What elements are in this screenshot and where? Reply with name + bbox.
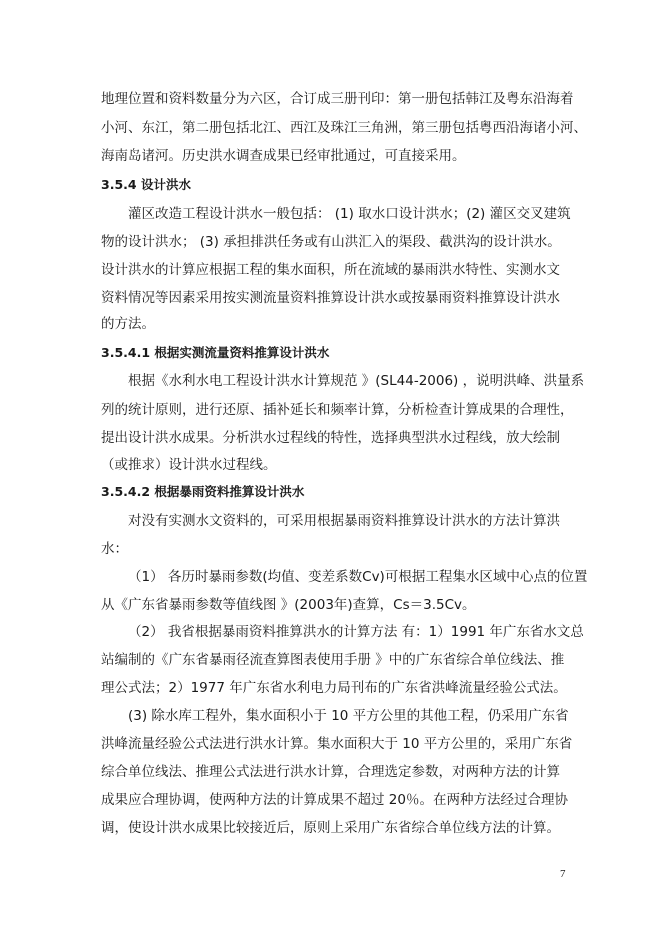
text-line: 对没有实测水文资料的，可采用根据暴雨资料推算设计洪水的方法计算洪 bbox=[128, 513, 560, 529]
text-line: 水： bbox=[101, 541, 128, 557]
text-line: 站编制的《广东省暴雨径流查算图表使用手册 》中的广东省综合单位线法、推 bbox=[101, 652, 565, 668]
text-line: （或推求）设计洪水过程线。 bbox=[101, 457, 277, 473]
subsection-heading: 3.5.4.2 根据暴雨资料推算设计洪水 bbox=[101, 484, 305, 499]
text-line: 洪峰流量经验公式法进行洪水计算。集水面积大于 10 平方公里的，采用广东省 bbox=[101, 736, 573, 752]
subsection-heading: 3.5.4.1 根据实测流量资料推算设计洪水 bbox=[101, 345, 330, 360]
text-line: 根据《水利水电工程设计洪水计算规范 》(SL44-2006) ，说明洪峰、洪量系 bbox=[128, 373, 585, 389]
text-line: 资料情况等因素采用按实测流量资料推算设计洪水或按暴雨资料推算设计洪水 bbox=[101, 290, 560, 306]
text-line: 列的统计原则，进行还原、插补延长和频率计算，分析检查计算成果的合理性， bbox=[101, 402, 574, 418]
text-line: 调，使设计洪水成果比较接近后，原则上采用广东省综合单位线方法的计算。 bbox=[101, 820, 560, 836]
text-line: 设计洪水的计算应根据工程的集水面积，所在流域的暴雨洪水特性、实测水文 bbox=[101, 262, 560, 278]
text-line: (3) 除水库工程外，集水面积小于 10 平方公里的其他工程，仍采用广东省 bbox=[128, 708, 569, 724]
text-line: 的方法。 bbox=[101, 316, 155, 332]
section-heading: 3.5.4 设计洪水 bbox=[101, 177, 191, 192]
text-line: 综合单位线法、推理公式法进行洪水计算，合理选定参数，对两种方法的计算 bbox=[101, 764, 560, 780]
text-line: （2） 我省根据暴雨资料推算洪水的计算方法 有：1）1991 年广东省水文总 bbox=[128, 624, 584, 640]
text-line: 灌区改造工程设计洪水一般包括： (1) 取水口设计洪水；(2) 灌区交叉建筑 bbox=[128, 206, 571, 222]
text-line: 提出设计洪水成果。分析洪水过程线的特性，选择典型洪水过程线，放大绘制 bbox=[101, 430, 560, 446]
page-number: 7 bbox=[560, 868, 566, 880]
text-line: 地理位置和资料数量分为六区，合订成三册刊印：第一册包括韩江及粤东沿海着 bbox=[101, 91, 574, 107]
text-line: 理公式法；2）1977 年广东省水利电力局刊布的广东省洪峰流量经验公式法。 bbox=[101, 680, 567, 696]
text-line: 成果应合理协调，使两种方法的计算成果不超过 20％。在两种方法经过合理协 bbox=[101, 792, 568, 808]
text-line: 海南岛诸河。历史洪水调查成果已经审批通过，可直接采用。 bbox=[101, 148, 466, 164]
text-line: 物的设计洪水； (3) 承担排洪任务或有山洪汇入的渠段、截洪沟的设计洪水。 bbox=[101, 234, 561, 250]
text-line: 小河、东江，第二册包括北江、西江及珠江三角洲，第三册包括粤西沿海诸小河、 bbox=[101, 120, 587, 136]
text-line: （1） 各历时暴雨参数(均值、变差系数Cv)可根据工程集水区域中心点的位置 bbox=[128, 569, 588, 585]
text-line: 从《广东省暴雨参数等值线图 》(2003年)查算，Cs＝3.5Cv。 bbox=[101, 597, 476, 613]
